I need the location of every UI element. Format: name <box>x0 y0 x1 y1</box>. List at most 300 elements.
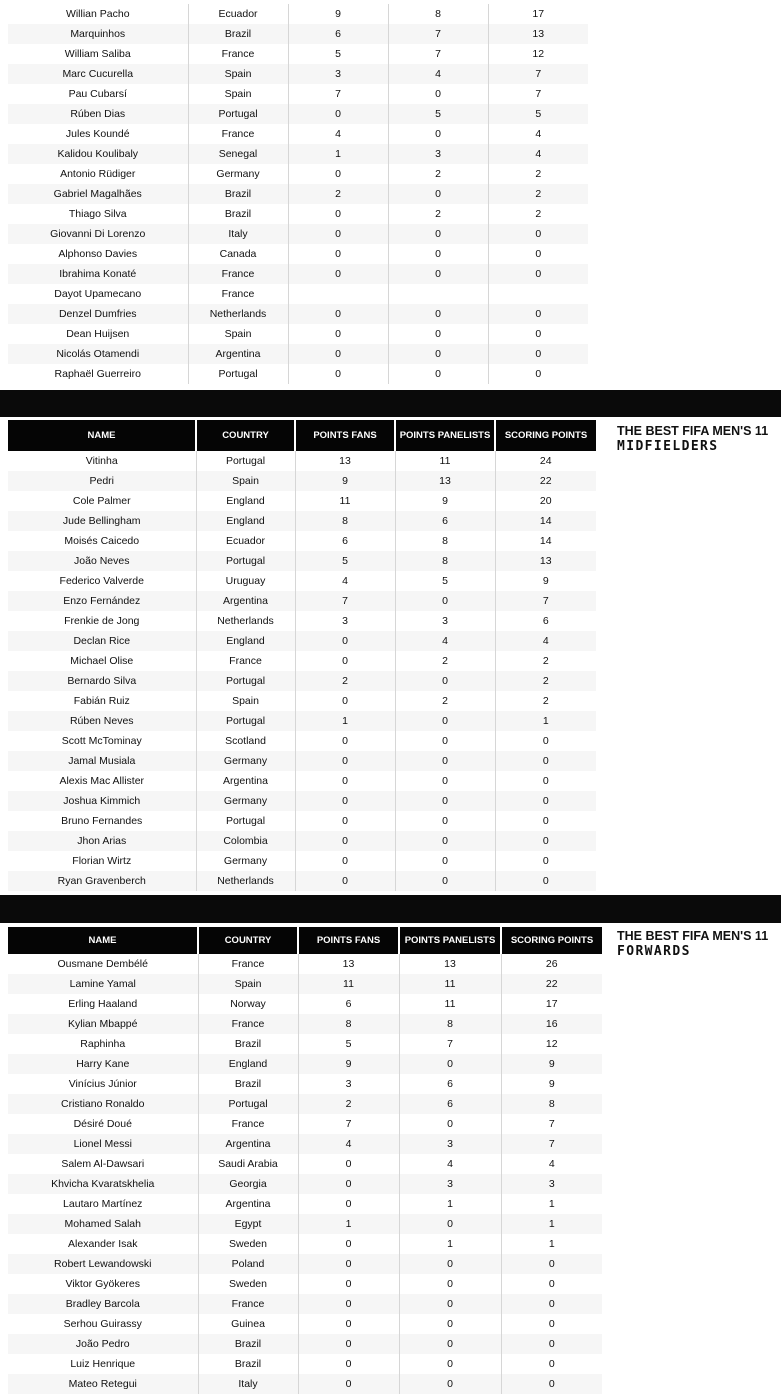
player-name: Vitinha <box>8 451 196 471</box>
player-country: Ecuador <box>196 531 295 551</box>
player-name: Harry Kane <box>8 1054 198 1074</box>
points-fans: 0 <box>295 871 395 891</box>
player-country: Poland <box>198 1254 298 1274</box>
player-country: France <box>198 954 298 974</box>
points-panelists: 0 <box>395 771 495 791</box>
points-panelists: 0 <box>399 1334 501 1354</box>
points-panelists: 1 <box>399 1234 501 1254</box>
scoring-points: 4 <box>488 144 588 164</box>
table-row <box>8 1114 602 1134</box>
player-country: Canada <box>188 244 288 264</box>
header-name: NAME <box>8 927 198 954</box>
forwards-side-title <box>617 928 781 960</box>
points-fans: 7 <box>288 84 388 104</box>
player-name: Denzel Dumfries <box>8 304 188 324</box>
points-panelists: 0 <box>395 711 495 731</box>
points-fans: 0 <box>288 264 388 284</box>
scoring-points: 0 <box>495 831 596 851</box>
points-fans: 2 <box>288 184 388 204</box>
points-fans: 1 <box>288 144 388 164</box>
points-fans: 0 <box>298 1274 399 1294</box>
points-fans: 7 <box>298 1114 399 1134</box>
table-row <box>8 1234 602 1254</box>
player-country: Spain <box>196 691 295 711</box>
player-name: Pedri <box>8 471 196 491</box>
table-row <box>8 1374 602 1394</box>
player-country: Norway <box>198 994 298 1014</box>
header-country: COUNTRY <box>196 420 295 451</box>
points-panelists: 6 <box>399 1074 501 1094</box>
points-fans: 13 <box>295 451 395 471</box>
scoring-points: 1 <box>501 1194 602 1214</box>
scoring-points: 6 <box>495 611 596 631</box>
player-name: Lautaro Martínez <box>8 1194 198 1214</box>
table-row <box>8 1214 602 1234</box>
table-row <box>8 284 588 304</box>
player-country: Egypt <box>198 1214 298 1234</box>
table-row <box>8 264 588 284</box>
player-country: Portugal <box>198 1094 298 1114</box>
player-country: Brazil <box>198 1354 298 1374</box>
scoring-points: 24 <box>495 451 596 471</box>
player-name: Rúben Neves <box>8 711 196 731</box>
scoring-points: 0 <box>495 731 596 751</box>
player-name: Marquinhos <box>8 24 188 44</box>
scoring-points: 7 <box>501 1134 602 1154</box>
points-fans: 0 <box>288 224 388 244</box>
points-panelists: 0 <box>395 851 495 871</box>
table-row <box>8 1034 602 1054</box>
table-row <box>8 631 596 651</box>
points-fans: 0 <box>298 1154 399 1174</box>
table-row <box>8 471 596 491</box>
points-panelists: 3 <box>399 1174 501 1194</box>
player-name: Désiré Doué <box>8 1114 198 1134</box>
points-fans: 0 <box>288 104 388 124</box>
table-row <box>8 1354 602 1374</box>
points-panelists: 11 <box>395 451 495 471</box>
points-fans: 4 <box>298 1134 399 1154</box>
player-country: France <box>198 1294 298 1314</box>
points-panelists: 2 <box>395 651 495 671</box>
player-country: Colombia <box>196 831 295 851</box>
points-fans: 0 <box>298 1314 399 1334</box>
player-name: Fabián Ruiz <box>8 691 196 711</box>
points-fans: 13 <box>298 954 399 974</box>
player-country: Portugal <box>196 551 295 571</box>
player-country: Scotland <box>196 731 295 751</box>
player-name: Alexis Mac Allister <box>8 771 196 791</box>
player-name: Mateo Retegui <box>8 1374 198 1394</box>
player-country: France <box>198 1014 298 1034</box>
player-name: Bruno Fernandes <box>8 811 196 831</box>
table-row <box>8 1294 602 1314</box>
points-panelists: 0 <box>399 1314 501 1334</box>
table-row <box>8 811 596 831</box>
points-panelists: 7 <box>388 24 488 44</box>
table-row <box>8 244 588 264</box>
scoring-points: 0 <box>495 851 596 871</box>
points-fans: 3 <box>298 1074 399 1094</box>
header-points-panelists: POINTS PANELISTS <box>399 927 501 954</box>
points-fans: 0 <box>295 791 395 811</box>
player-name: João Pedro <box>8 1334 198 1354</box>
scoring-points: 16 <box>501 1014 602 1034</box>
player-country: Sweden <box>198 1274 298 1294</box>
scoring-points: 17 <box>488 4 588 24</box>
player-country: Spain <box>188 64 288 84</box>
scoring-points: 2 <box>488 184 588 204</box>
points-fans: 0 <box>288 244 388 264</box>
points-panelists: 0 <box>395 671 495 691</box>
header-scoring-points: SCORING POINTS <box>495 420 596 451</box>
table-row <box>8 144 588 164</box>
table-row <box>8 591 596 611</box>
scoring-points: 1 <box>501 1214 602 1234</box>
player-name: Antonio Rüdiger <box>8 164 188 184</box>
points-panelists: 0 <box>395 811 495 831</box>
points-panelists: 5 <box>395 571 495 591</box>
scoring-points: 3 <box>501 1174 602 1194</box>
player-name: Federico Valverde <box>8 571 196 591</box>
player-country: Georgia <box>198 1174 298 1194</box>
header-points-fans: POINTS FANS <box>295 420 395 451</box>
points-panelists: 11 <box>399 994 501 1014</box>
points-fans: 6 <box>288 24 388 44</box>
scoring-points: 0 <box>501 1274 602 1294</box>
scoring-points: 13 <box>495 551 596 571</box>
points-fans: 0 <box>298 1174 399 1194</box>
points-panelists: 0 <box>399 1214 501 1234</box>
player-name: Cristiano Ronaldo <box>8 1094 198 1114</box>
table-row <box>8 344 588 364</box>
player-country: Germany <box>188 164 288 184</box>
points-fans: 3 <box>288 64 388 84</box>
player-name: Alexander Isak <box>8 1234 198 1254</box>
player-country: Portugal <box>196 711 295 731</box>
player-name: Thiago Silva <box>8 204 188 224</box>
scoring-points: 4 <box>501 1154 602 1174</box>
points-fans: 9 <box>288 4 388 24</box>
player-name: Gabriel Magalhães <box>8 184 188 204</box>
table-row <box>8 1074 602 1094</box>
points-panelists: 0 <box>388 84 488 104</box>
points-panelists: 0 <box>388 264 488 284</box>
points-panelists: 0 <box>399 1054 501 1074</box>
points-fans: 0 <box>295 631 395 651</box>
player-name: Jules Koundé <box>8 124 188 144</box>
scoring-points: 1 <box>495 711 596 731</box>
player-country: Ecuador <box>188 4 288 24</box>
points-fans: 0 <box>288 164 388 184</box>
scoring-points: 0 <box>501 1314 602 1334</box>
scoring-points: 2 <box>495 691 596 711</box>
scoring-points: 14 <box>495 511 596 531</box>
points-fans: 0 <box>295 811 395 831</box>
scoring-points: 22 <box>501 974 602 994</box>
scoring-points: 9 <box>501 1054 602 1074</box>
points-fans: 0 <box>295 651 395 671</box>
scoring-points: 2 <box>495 651 596 671</box>
table-row <box>8 1134 602 1154</box>
scoring-points: 20 <box>495 491 596 511</box>
points-panelists: 0 <box>388 304 488 324</box>
table-row <box>8 184 588 204</box>
player-name: Pau Cubarsí <box>8 84 188 104</box>
points-fans <box>288 284 388 304</box>
player-name: Dean Huijsen <box>8 324 188 344</box>
midfielders-table <box>8 420 596 891</box>
player-country: Spain <box>196 471 295 491</box>
points-panelists: 6 <box>399 1094 501 1114</box>
points-fans: 0 <box>298 1234 399 1254</box>
points-fans: 4 <box>288 124 388 144</box>
player-country: France <box>188 284 288 304</box>
points-fans: 0 <box>298 1294 399 1314</box>
points-fans: 0 <box>288 344 388 364</box>
table-row <box>8 24 588 44</box>
header-country: COUNTRY <box>198 927 298 954</box>
scoring-points: 4 <box>488 124 588 144</box>
points-panelists: 0 <box>399 1374 501 1394</box>
table-row <box>8 711 596 731</box>
scoring-points: 4 <box>495 631 596 651</box>
table-row <box>8 1334 602 1354</box>
points-fans: 0 <box>298 1334 399 1354</box>
player-name: Luiz Henrique <box>8 1354 198 1374</box>
points-panelists: 0 <box>395 831 495 851</box>
player-name: Rúben Dias <box>8 104 188 124</box>
points-panelists: 0 <box>395 871 495 891</box>
player-name: Joshua Kimmich <box>8 791 196 811</box>
player-name: Michael Olise <box>8 651 196 671</box>
scoring-points: 0 <box>495 751 596 771</box>
points-fans: 0 <box>288 304 388 324</box>
player-country: England <box>198 1054 298 1074</box>
player-name: Declan Rice <box>8 631 196 651</box>
points-panelists: 8 <box>395 551 495 571</box>
scoring-points: 0 <box>495 811 596 831</box>
points-panelists: 0 <box>395 791 495 811</box>
points-panelists: 4 <box>395 631 495 651</box>
scoring-points: 1 <box>501 1234 602 1254</box>
player-country: Argentina <box>188 344 288 364</box>
header-points-fans: POINTS FANS <box>298 927 399 954</box>
side-title-line2: MIDFIELDERS <box>617 439 719 454</box>
table-row <box>8 751 596 771</box>
player-country: France <box>188 124 288 144</box>
points-fans: 0 <box>295 851 395 871</box>
player-name: Ibrahima Konaté <box>8 264 188 284</box>
table-row <box>8 204 588 224</box>
points-panelists: 3 <box>395 611 495 631</box>
points-fans: 8 <box>295 511 395 531</box>
player-country: Germany <box>196 751 295 771</box>
points-panelists: 8 <box>399 1014 501 1034</box>
table-row <box>8 124 588 144</box>
table-row <box>8 1314 602 1334</box>
scoring-points <box>488 284 588 304</box>
points-panelists: 7 <box>399 1034 501 1054</box>
player-name: Willian Pacho <box>8 4 188 24</box>
points-fans: 0 <box>295 731 395 751</box>
player-country: Argentina <box>196 591 295 611</box>
player-name: Jude Bellingham <box>8 511 196 531</box>
table-row <box>8 1094 602 1114</box>
table-row <box>8 831 596 851</box>
table-row <box>8 531 596 551</box>
points-fans: 0 <box>298 1374 399 1394</box>
points-panelists: 3 <box>388 144 488 164</box>
points-fans: 1 <box>295 711 395 731</box>
scoring-points: 14 <box>495 531 596 551</box>
points-fans: 6 <box>298 994 399 1014</box>
scoring-points: 0 <box>501 1294 602 1314</box>
player-name: Raphaël Guerreiro <box>8 364 188 384</box>
player-name: Frenkie de Jong <box>8 611 196 631</box>
scoring-points: 7 <box>495 591 596 611</box>
points-fans: 2 <box>298 1094 399 1114</box>
scoring-points: 22 <box>495 471 596 491</box>
midfielders-table-body <box>8 451 596 891</box>
points-panelists: 7 <box>388 44 488 64</box>
scoring-points: 5 <box>488 104 588 124</box>
points-fans: 8 <box>298 1014 399 1034</box>
points-panelists: 6 <box>395 511 495 531</box>
player-country: Argentina <box>196 771 295 791</box>
player-name: Raphinha <box>8 1034 198 1054</box>
points-panelists: 0 <box>388 184 488 204</box>
points-fans: 0 <box>295 691 395 711</box>
points-fans: 0 <box>298 1194 399 1214</box>
points-fans: 0 <box>298 1354 399 1374</box>
player-name: Bradley Barcola <box>8 1294 198 1314</box>
player-country: Argentina <box>198 1194 298 1214</box>
player-name: Giovanni Di Lorenzo <box>8 224 188 244</box>
table-row <box>8 164 588 184</box>
scoring-points: 17 <box>501 994 602 1014</box>
table-row <box>8 84 588 104</box>
points-fans: 0 <box>288 204 388 224</box>
table-row <box>8 871 596 891</box>
player-name: João Neves <box>8 551 196 571</box>
player-country: Brazil <box>188 24 288 44</box>
table-row <box>8 104 588 124</box>
player-country: Portugal <box>196 811 295 831</box>
scoring-points: 13 <box>488 24 588 44</box>
scoring-points: 9 <box>501 1074 602 1094</box>
scoring-points: 2 <box>495 671 596 691</box>
player-country: Guinea <box>198 1314 298 1334</box>
points-panelists: 2 <box>388 204 488 224</box>
points-fans: 11 <box>295 491 395 511</box>
player-country: Portugal <box>188 364 288 384</box>
scoring-points: 0 <box>495 791 596 811</box>
forwards-table <box>8 927 602 1394</box>
player-name: Ousmane Dembélé <box>8 954 198 974</box>
points-panelists: 13 <box>395 471 495 491</box>
scoring-points: 7 <box>488 64 588 84</box>
table-row <box>8 791 596 811</box>
player-country: Saudi Arabia <box>198 1154 298 1174</box>
player-country: Portugal <box>196 671 295 691</box>
scoring-points: 12 <box>501 1034 602 1054</box>
player-country: Sweden <box>198 1234 298 1254</box>
player-name: Enzo Fernández <box>8 591 196 611</box>
player-name: William Saliba <box>8 44 188 64</box>
header-scoring-points: SCORING POINTS <box>501 927 602 954</box>
player-name: Jhon Arias <box>8 831 196 851</box>
player-name: Moisés Caicedo <box>8 531 196 551</box>
table-row <box>8 304 588 324</box>
player-name: Marc Cucurella <box>8 64 188 84</box>
scoring-points: 7 <box>501 1114 602 1134</box>
side-title-line1: THE BEST FIFA MEN'S 11 <box>617 929 769 943</box>
points-panelists: 0 <box>395 731 495 751</box>
player-name: Scott McTominay <box>8 731 196 751</box>
scoring-points: 2 <box>488 164 588 184</box>
points-panelists: 0 <box>388 124 488 144</box>
points-panelists: 0 <box>399 1114 501 1134</box>
player-country: France <box>188 44 288 64</box>
player-name: Alphonso Davies <box>8 244 188 264</box>
scoring-points: 9 <box>495 571 596 591</box>
points-panelists: 0 <box>395 751 495 771</box>
scoring-points: 0 <box>488 344 588 364</box>
player-country: Netherlands <box>196 871 295 891</box>
scoring-points: 0 <box>488 244 588 264</box>
points-panelists: 2 <box>388 164 488 184</box>
points-panelists: 0 <box>388 324 488 344</box>
table-row <box>8 1194 602 1214</box>
table-row <box>8 364 588 384</box>
scoring-points: 2 <box>488 204 588 224</box>
player-name: Mohamed Salah <box>8 1214 198 1234</box>
points-fans: 0 <box>288 364 388 384</box>
player-name: Cole Palmer <box>8 491 196 511</box>
points-fans: 5 <box>295 551 395 571</box>
player-name: Robert Lewandowski <box>8 1254 198 1274</box>
player-name: Serhou Guirassy <box>8 1314 198 1334</box>
defenders-table-body <box>8 4 588 384</box>
table-row <box>8 974 602 994</box>
table-row <box>8 1014 602 1034</box>
player-name: Vinícius Júnior <box>8 1074 198 1094</box>
player-country: Germany <box>196 791 295 811</box>
scoring-points: 7 <box>488 84 588 104</box>
defenders-table <box>8 4 588 384</box>
player-country: France <box>196 651 295 671</box>
points-fans: 7 <box>295 591 395 611</box>
player-name: Florian Wirtz <box>8 851 196 871</box>
points-panelists: 8 <box>388 4 488 24</box>
player-country: Spain <box>188 84 288 104</box>
points-panelists: 5 <box>388 104 488 124</box>
player-country: Brazil <box>188 184 288 204</box>
player-name: Erling Haaland <box>8 994 198 1014</box>
points-panelists: 0 <box>388 344 488 364</box>
player-name: Bernardo Silva <box>8 671 196 691</box>
points-panelists: 4 <box>388 64 488 84</box>
table-row <box>8 1154 602 1174</box>
player-name: Lionel Messi <box>8 1134 198 1154</box>
player-country: Germany <box>196 851 295 871</box>
table-row <box>8 491 596 511</box>
table-row <box>8 571 596 591</box>
midfielders-side-title <box>617 423 781 455</box>
points-fans: 11 <box>298 974 399 994</box>
table-row <box>8 771 596 791</box>
